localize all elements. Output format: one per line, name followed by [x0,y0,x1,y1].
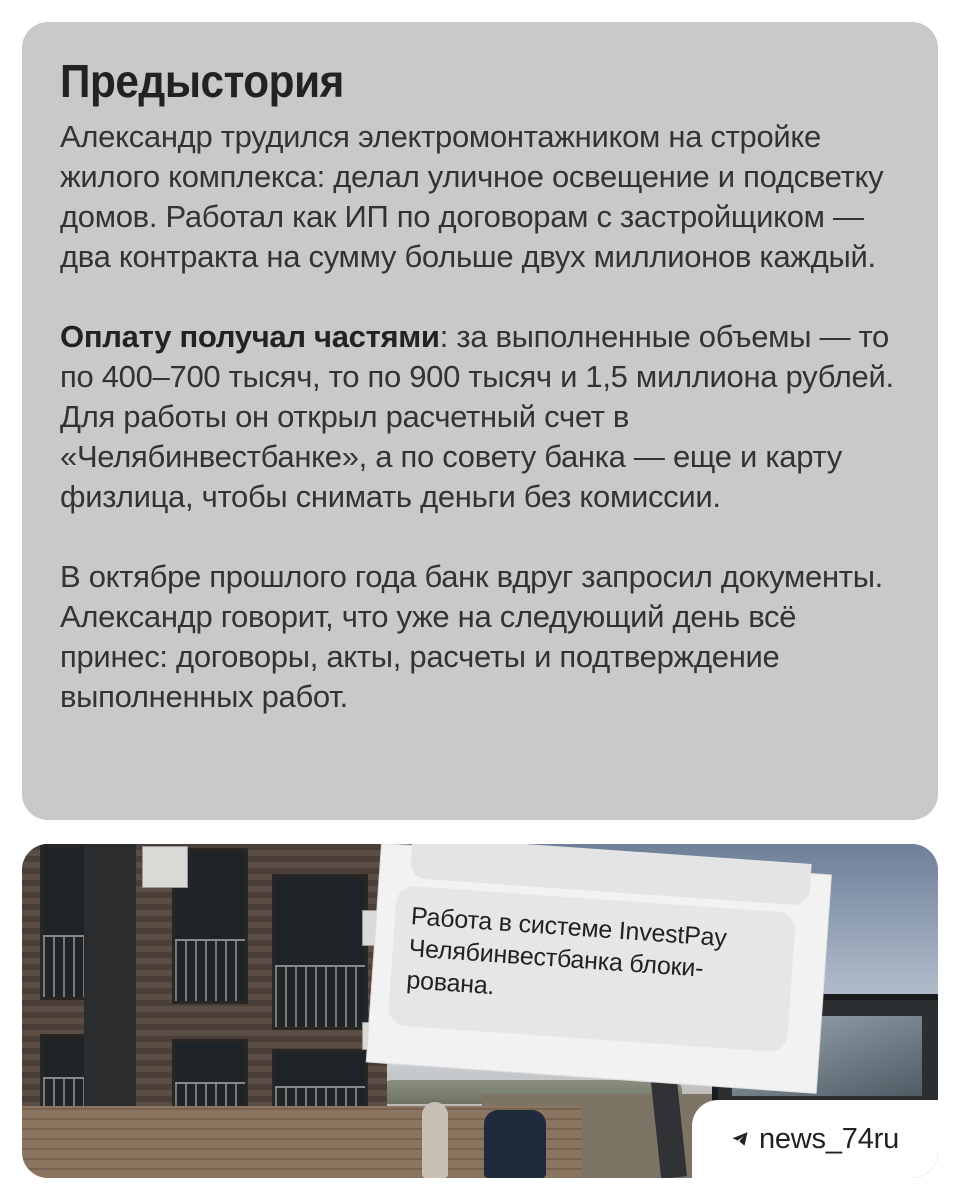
paragraph-2 [60,317,900,517]
story-card [22,22,938,820]
air-conditioner [142,846,188,888]
person [422,1102,448,1178]
message-bubble [387,885,796,1053]
card-title: Предыстория [60,55,344,107]
channel-handle: news_74ru [758,1122,900,1155]
news-photo [22,844,938,1178]
building-window [172,1039,248,1115]
telegram-icon [731,1130,749,1148]
phone-screenshot [367,844,831,1093]
building-window [272,874,368,1030]
paragraph-3: В октябре прошлого года банк вдруг запросил документы. Александр говорит, что уже на следующий день всё принес: договоры, акты, расчеты и подтверждение выполненных работ. [60,558,883,714]
paragraph-2-rest: : за выполненные объемы — то по 400–700 тысяч, то по 900 тысяч и 1,5 миллиона рублей. Для работы он открыл расчетный счет в «Челябинвестбанке», а по совету банка — еще и карту физлица, чтобы снимать деньги без комиссии. [60,318,894,514]
worker [484,1110,546,1178]
apartment-building [22,844,387,1114]
paragraph-1: Александр трудился электромонтажником на стройке жилого комплекса: делал уличное освещение и подсветку домов. Работал как ИП по договорам с застройщиком — два контракта на сумму больше двух миллионов каждый. [60,118,884,274]
message-text: Работа в системе InvestPay Челябинвестбанка блоки-рована. [405,902,728,1001]
paragraph-2-bold: Оплату получал частями [60,318,440,354]
channel-badge [692,1100,938,1178]
